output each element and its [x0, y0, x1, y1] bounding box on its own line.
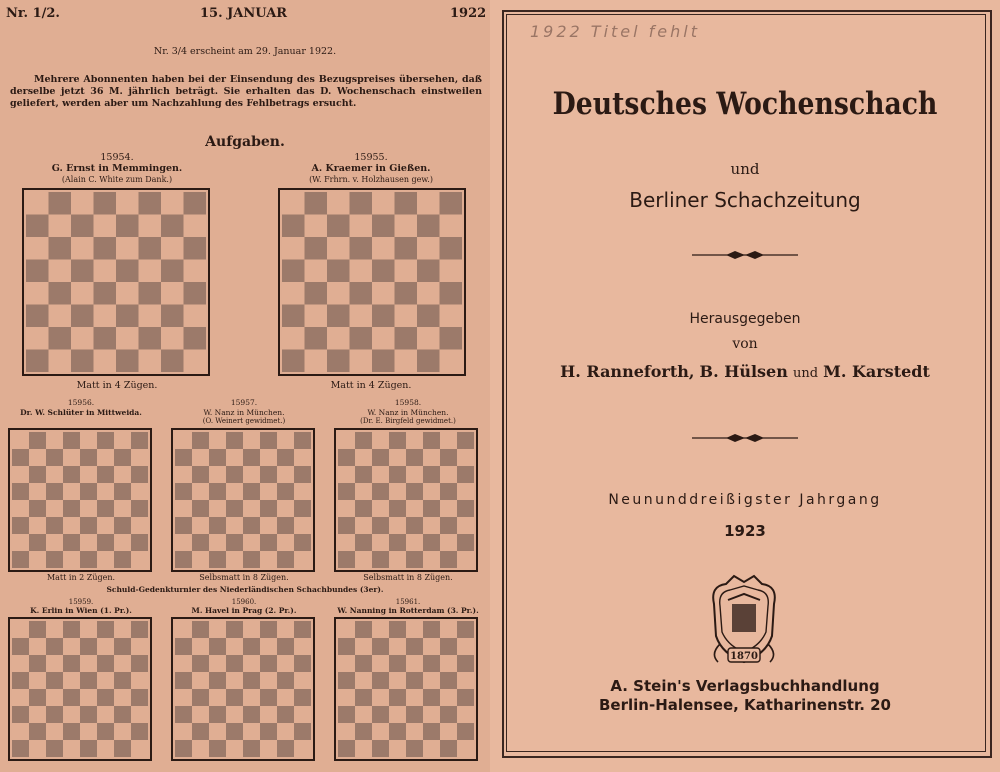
problem-number: 15961.: [395, 598, 421, 606]
problem-dedication: (Alain C. White zum Dank.): [61, 175, 173, 184]
chess-diagram: [8, 617, 152, 761]
problem-task: Selbsmatt in 8 Zügen.: [363, 573, 453, 582]
editors-line: [502, 362, 988, 381]
problem-task: Matt in 4 Zügen.: [76, 380, 158, 391]
problem-author: M. Havel in Prag (2. Pr.).: [191, 606, 297, 615]
chess-diagram: [171, 428, 315, 572]
problem-author: W. Nanning in Rotterdam (3. Pr.).: [337, 606, 479, 615]
volume-year: 1923: [724, 522, 766, 540]
problem-author: A. Kraemer in Gießen.: [311, 163, 431, 174]
chess-diagram: [334, 428, 478, 572]
page-subtitle: Berliner Schachzeitung: [629, 188, 861, 212]
emblem-year: 1870: [730, 651, 758, 662]
ornament-divider: [692, 431, 798, 445]
ornament-divider: [692, 248, 798, 262]
problem-author: K. Erlin in Wien (1. Pr.).: [30, 606, 132, 615]
editors-und: und: [792, 366, 819, 381]
issue-year: 1922: [450, 6, 487, 21]
problem-author: G. Ernst in Memmingen.: [51, 163, 183, 174]
publisher-address: Berlin-Halensee, Katharinenstr. 20: [599, 696, 891, 714]
issue-number: Nr. 1/2.: [6, 6, 60, 21]
editors-label: Herausgegeben: [689, 311, 801, 327]
left-page: [0, 0, 490, 772]
chess-diagram: [334, 617, 478, 761]
issue-date: 15. JANUAR: [200, 6, 288, 21]
problem-author: Dr. W. Schlüter in Mittweida.: [20, 408, 142, 417]
editor-name: H. Ranneforth,: [560, 362, 695, 381]
problem-dedication: (O. Weinert gewidmet.): [202, 417, 286, 425]
problem-author: W. Nanz in München.: [367, 408, 449, 417]
editor-name: B. Hülsen: [699, 362, 788, 381]
problem-number: 15960.: [231, 598, 257, 606]
problem-number: 15957.: [230, 398, 258, 407]
chess-diagram: [171, 617, 315, 761]
page-title: Deutsches Wochenschach: [552, 86, 938, 122]
problem-task: Matt in 4 Zügen.: [330, 380, 412, 391]
problem-number: 15959.: [68, 598, 94, 606]
notice-next-issue: Nr. 3/4 erscheint am 29. Januar 1922.: [153, 46, 337, 57]
problem-dedication: (W. Frhrn. v. Holzhausen gew.): [309, 175, 433, 184]
section-title: Aufgaben.: [205, 134, 285, 150]
volume-label: Neununddreißigster Jahrgang: [608, 492, 882, 508]
problem-task: Matt in 2 Zügen.: [46, 573, 116, 582]
problem-dedication: (Dr. E. Birgfeld gewidmet.): [360, 417, 456, 425]
problem-task: Selbsmatt in 8 Zügen.: [199, 573, 289, 582]
problem-number: 15954.: [100, 152, 134, 163]
handwritten-note: 1922 Titel fehlt: [530, 22, 701, 41]
chess-diagram: [8, 428, 152, 572]
editors-von: von: [732, 336, 758, 352]
tourney-heading: Schuld-Gedenkturnier des Niederländischen Schachbundes (3er).: [106, 585, 384, 594]
problem-number: 15956.: [67, 398, 95, 407]
chess-diagram: [278, 188, 466, 376]
problem-author: W. Nanz in München.: [203, 408, 285, 417]
notice-body: Mehrere Abonnenten haben bei der Einsendung des Bezugspreises übersehen, daß derselbe jetzt 36 M. jährlich beträgt. Sie erhalten das D. Wochenschach einstweilen geliefert, werden aber um Nachzahlung des Fehlbetrags ersucht.: [10, 74, 482, 109]
publisher-emblem: [706, 574, 782, 670]
publisher-name: A. Stein's Verlagsbuchhandlung: [610, 677, 880, 695]
problem-number: 15955.: [354, 152, 388, 163]
chess-diagram: [22, 188, 210, 376]
title-conjunction: und: [730, 160, 760, 178]
problem-number: 15958.: [394, 398, 422, 407]
editor-name: M. Karstedt: [823, 362, 930, 381]
